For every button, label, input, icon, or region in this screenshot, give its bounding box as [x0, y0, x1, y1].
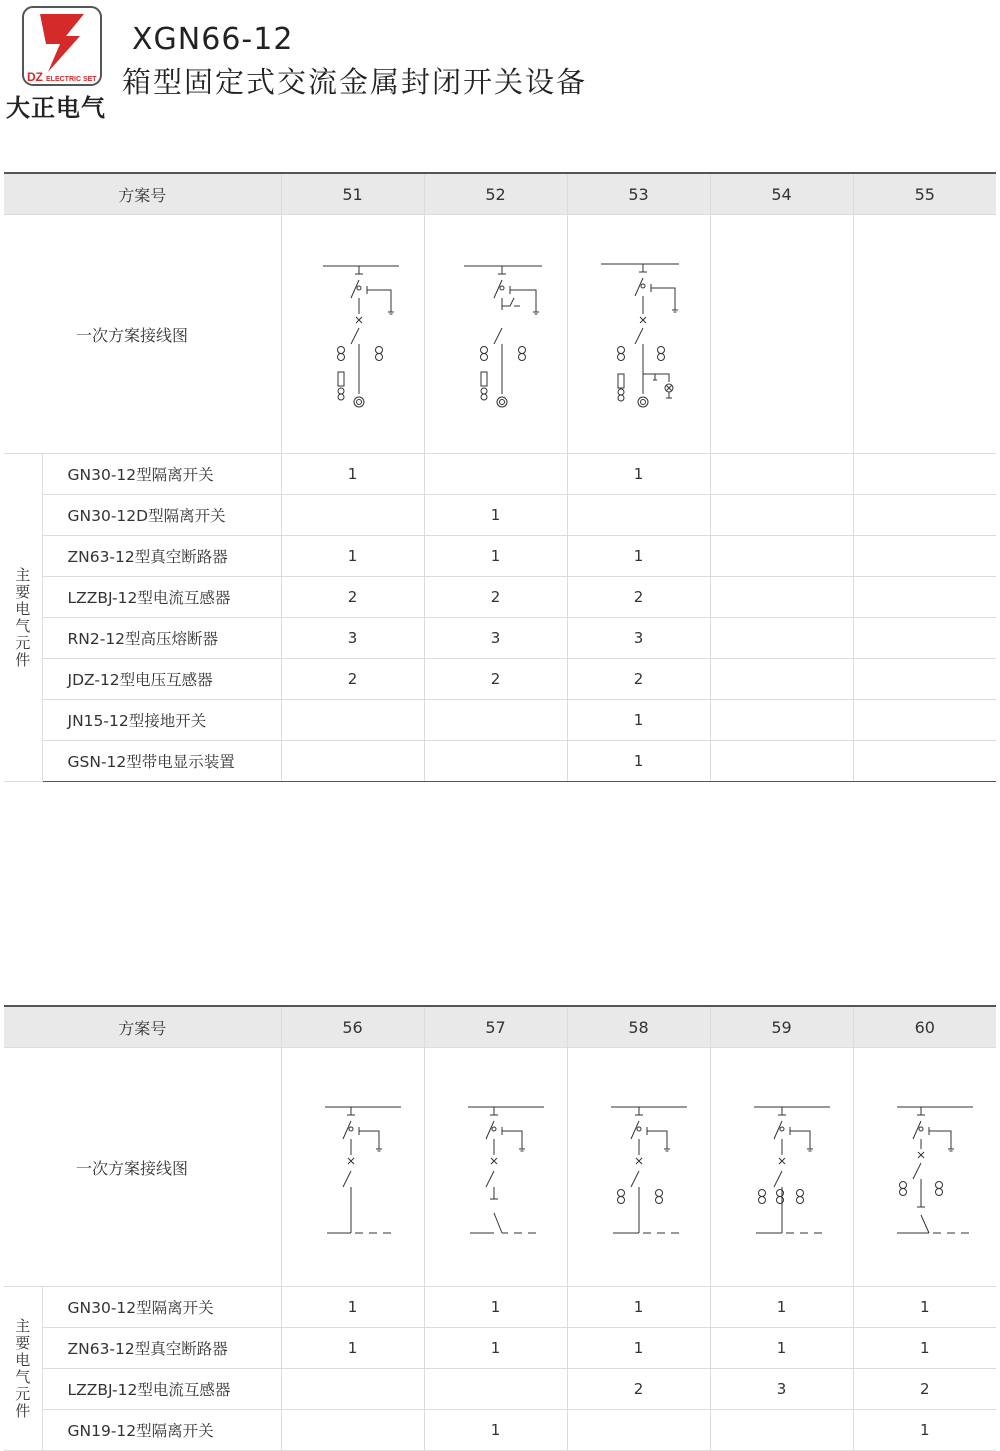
table-row — [4, 1328, 996, 1369]
wiring-diagram — [424, 215, 567, 454]
component-qty — [281, 741, 424, 782]
scheme-number-header: 方案号 — [4, 173, 281, 215]
table-row — [4, 741, 996, 782]
component-qty: 2 — [281, 577, 424, 618]
wiring-diagram-empty — [710, 215, 853, 454]
table-row — [4, 1287, 996, 1328]
wiring-diagram — [281, 1048, 424, 1287]
component-qty — [281, 700, 424, 741]
component-qty: 2 — [424, 659, 567, 700]
component-qty: 1 — [853, 1328, 996, 1369]
svg-text:DZ: DZ — [27, 70, 43, 84]
component-qty: 1 — [567, 536, 710, 577]
component-qty: 2 — [281, 659, 424, 700]
component-qty — [424, 1369, 567, 1410]
component-qty: 1 — [567, 1287, 710, 1328]
diagram-row — [4, 1048, 996, 1287]
scheme-number: 59 — [710, 1006, 853, 1048]
component-qty — [853, 577, 996, 618]
component-qty — [853, 741, 996, 782]
wiring-diagram — [567, 1048, 710, 1287]
wiring-diagram — [281, 215, 424, 454]
scheme-number: 53 — [567, 173, 710, 215]
product-model: XGN66-12 — [132, 22, 294, 57]
component-qty — [710, 536, 853, 577]
scheme-table-1 — [4, 172, 996, 782]
wiring-diagram — [567, 215, 710, 454]
component-qty: 1 — [424, 1287, 567, 1328]
brand-name: 大正电气 — [6, 94, 106, 122]
component-name: GN30-12型隔离开关 — [42, 1287, 281, 1328]
table-row — [4, 1369, 996, 1410]
component-name: GSN-12型带电显示装置 — [42, 741, 281, 782]
scheme-number: 58 — [567, 1006, 710, 1048]
component-qty — [281, 495, 424, 536]
component-name: LZZBJ-12型电流互感器 — [42, 577, 281, 618]
component-qty: 1 — [567, 454, 710, 495]
component-name: ZN63-12型真空断路器 — [42, 536, 281, 577]
table-row — [4, 577, 996, 618]
component-qty: 1 — [567, 700, 710, 741]
component-qty: 1 — [424, 495, 567, 536]
scheme-table-2 — [4, 1005, 996, 1451]
table-row — [4, 536, 996, 577]
component-qty: 1 — [281, 1287, 424, 1328]
component-qty — [424, 700, 567, 741]
component-qty — [853, 454, 996, 495]
component-qty — [853, 495, 996, 536]
table-row — [4, 700, 996, 741]
component-qty: 1 — [281, 1328, 424, 1369]
component-name: LZZBJ-12型电流互感器 — [42, 1369, 281, 1410]
component-qty: 1 — [424, 1410, 567, 1451]
wiring-diagram — [853, 1048, 996, 1287]
component-qty: 1 — [710, 1328, 853, 1369]
scheme-number: 52 — [424, 173, 567, 215]
component-name: JN15-12型接地开关 — [42, 700, 281, 741]
component-qty: 1 — [424, 536, 567, 577]
company-logo — [22, 6, 102, 86]
scheme-number: 51 — [281, 173, 424, 215]
component-name: GN30-12型隔离开关 — [42, 454, 281, 495]
component-qty — [853, 618, 996, 659]
component-qty: 2 — [853, 1369, 996, 1410]
scheme-number: 54 — [710, 173, 853, 215]
component-qty — [710, 1410, 853, 1451]
table-row — [4, 495, 996, 536]
component-qty — [710, 659, 853, 700]
component-qty — [853, 659, 996, 700]
component-name: ZN63-12型真空断路器 — [42, 1328, 281, 1369]
component-qty: 1 — [567, 1328, 710, 1369]
component-qty — [710, 741, 853, 782]
component-qty — [853, 700, 996, 741]
wiring-diagram-empty — [853, 215, 996, 454]
component-qty — [567, 1410, 710, 1451]
component-qty — [710, 495, 853, 536]
scheme-number: 55 — [853, 173, 996, 215]
component-qty — [281, 1410, 424, 1451]
table-row — [4, 659, 996, 700]
component-name: RN2-12型高压熔断器 — [42, 618, 281, 659]
wiring-diagram — [424, 1048, 567, 1287]
component-qty: 2 — [567, 659, 710, 700]
component-name: JDZ-12型电压互感器 — [42, 659, 281, 700]
diagram-label: 一次方案接线图 — [4, 1048, 281, 1287]
component-qty: 3 — [710, 1369, 853, 1410]
scheme-number: 56 — [281, 1006, 424, 1048]
component-qty: 3 — [567, 618, 710, 659]
component-qty — [424, 741, 567, 782]
table-row — [4, 454, 996, 495]
wiring-diagram — [710, 1048, 853, 1287]
page-title: 箱型固定式交流金属封闭开关设备 — [122, 65, 588, 99]
component-qty — [567, 495, 710, 536]
component-qty: 1 — [567, 741, 710, 782]
component-qty — [853, 536, 996, 577]
component-qty: 1 — [853, 1410, 996, 1451]
table-header-row — [4, 173, 996, 215]
component-qty: 2 — [567, 1369, 710, 1410]
component-qty: 2 — [424, 577, 567, 618]
scheme-number: 57 — [424, 1006, 567, 1048]
table-row — [4, 1410, 996, 1451]
component-name: GN30-12D型隔离开关 — [42, 495, 281, 536]
component-qty: 1 — [853, 1287, 996, 1328]
component-category-label: 主 要 电 气 元 件 — [4, 1287, 42, 1451]
table-header-row — [4, 1006, 996, 1048]
component-qty — [424, 454, 567, 495]
component-qty: 2 — [567, 577, 710, 618]
component-qty: 1 — [424, 1328, 567, 1369]
table-row — [4, 618, 996, 659]
component-qty — [710, 454, 853, 495]
component-qty — [710, 700, 853, 741]
scheme-number: 60 — [853, 1006, 996, 1048]
component-qty — [710, 577, 853, 618]
component-qty: 3 — [424, 618, 567, 659]
component-qty — [281, 1369, 424, 1410]
component-qty — [710, 618, 853, 659]
component-category-label: 主 要 电 气 元 件 — [4, 454, 42, 782]
component-qty: 1 — [281, 454, 424, 495]
scheme-number-header: 方案号 — [4, 1006, 281, 1048]
svg-text:ELECTRIC SET: ELECTRIC SET — [46, 76, 97, 83]
diagram-row — [4, 215, 996, 454]
component-qty: 3 — [281, 618, 424, 659]
diagram-label: 一次方案接线图 — [4, 215, 281, 454]
component-qty: 1 — [710, 1287, 853, 1328]
component-name: GN19-12型隔离开关 — [42, 1410, 281, 1451]
component-qty: 1 — [281, 536, 424, 577]
